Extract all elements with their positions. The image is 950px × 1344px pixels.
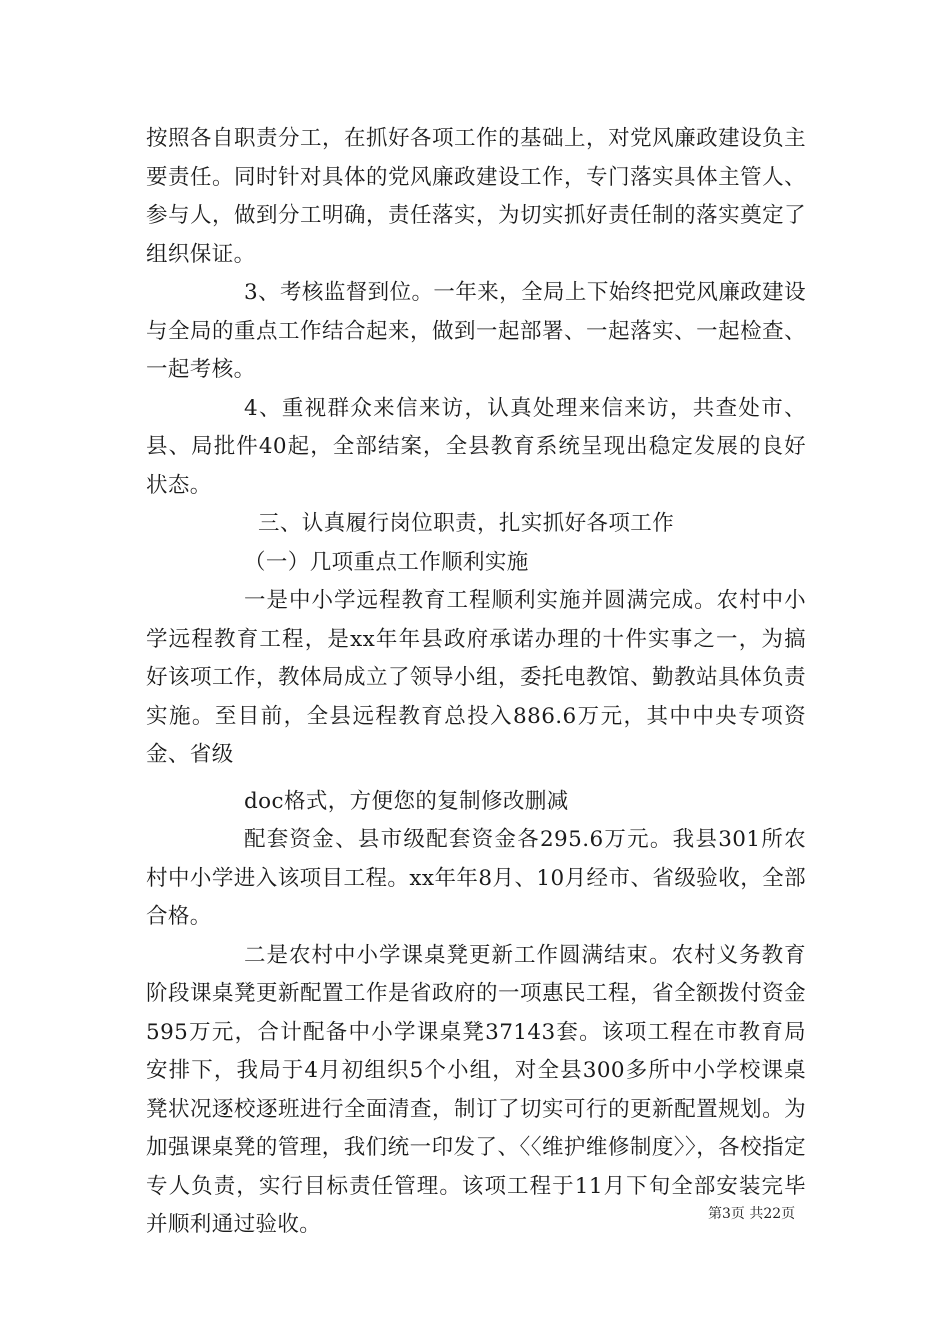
- subsection-heading-1: （一）几项重点工作顺利实施: [244, 549, 529, 575]
- page-number: 第3页 共22页: [708, 1206, 796, 1222]
- paragraph-petitions: 4、重视群众来信来访，认真处理来信来访，共查处市、县、局批件40起，全部结案，全县教育系统呈现出稳定发展的良好状态。: [146, 395, 806, 498]
- paragraph-assessment: 3、考核监督到位。一年来，全局上下始终把党风廉政建设与全局的重点工作结合起来，做到一起部署、一起落实、一起检查、一起考核。: [146, 280, 806, 382]
- document-body: [146, 120, 806, 1245]
- paragraph-responsibility: 按照各自职责分工，在抓好各项工作的基础上，对党风廉政建设负主要责任。同时针对具体的党风廉政建设工作，专门落实具体主管人、参与人，做到分工明确，责任落实，为切实抓好责任制的落实奠定了组织保证。: [146, 126, 806, 267]
- doc-format-note: doc格式，方便您的复制修改删减: [244, 788, 569, 814]
- paragraph-matching-funds: 配套资金、县市级配套资金各295.6万元。我县301所农村中小学进入该项目工程。xx年年8月、10月经市、省级验收，全部合格。: [146, 827, 806, 929]
- paragraph-remote-education: 一是中小学远程教育工程顺利实施并圆满完成。农村中小学远程教育工程，是xx年年县政府承诺办理的十件实事之一，为搞好该项工作，教体局成立了领导小组，委托电教馆、勤教站具体负责实施。至目前，全县远程教育总投入886.6万元，其中中央专项资金、省级: [146, 588, 806, 767]
- paragraph-desk-renewal: 二是农村中小学课桌凳更新工作圆满结束。农村义务教育阶段课桌凳更新配置工作是省政府的一项惠民工程，省全额拨付资金595万元，合计配备中小学课桌凳37143套。该项工程在市教育局安排下，我局于4月初组织5个小组，对全县300多所中小学校课桌凳状况逐校逐班进行全面清查，制订了切实可行的更新配置规划。为加强课桌凳的管理，我们统一印发了、〈〈维护维修制度〉〉，各校指定专人负责，实行目标责任管理。该项工程于11月下旬全部安装完毕并顺利通过验收。: [146, 942, 806, 1237]
- section-heading-3: 三、认真履行岗位职责，扎实抓好各项工作: [258, 511, 675, 536]
